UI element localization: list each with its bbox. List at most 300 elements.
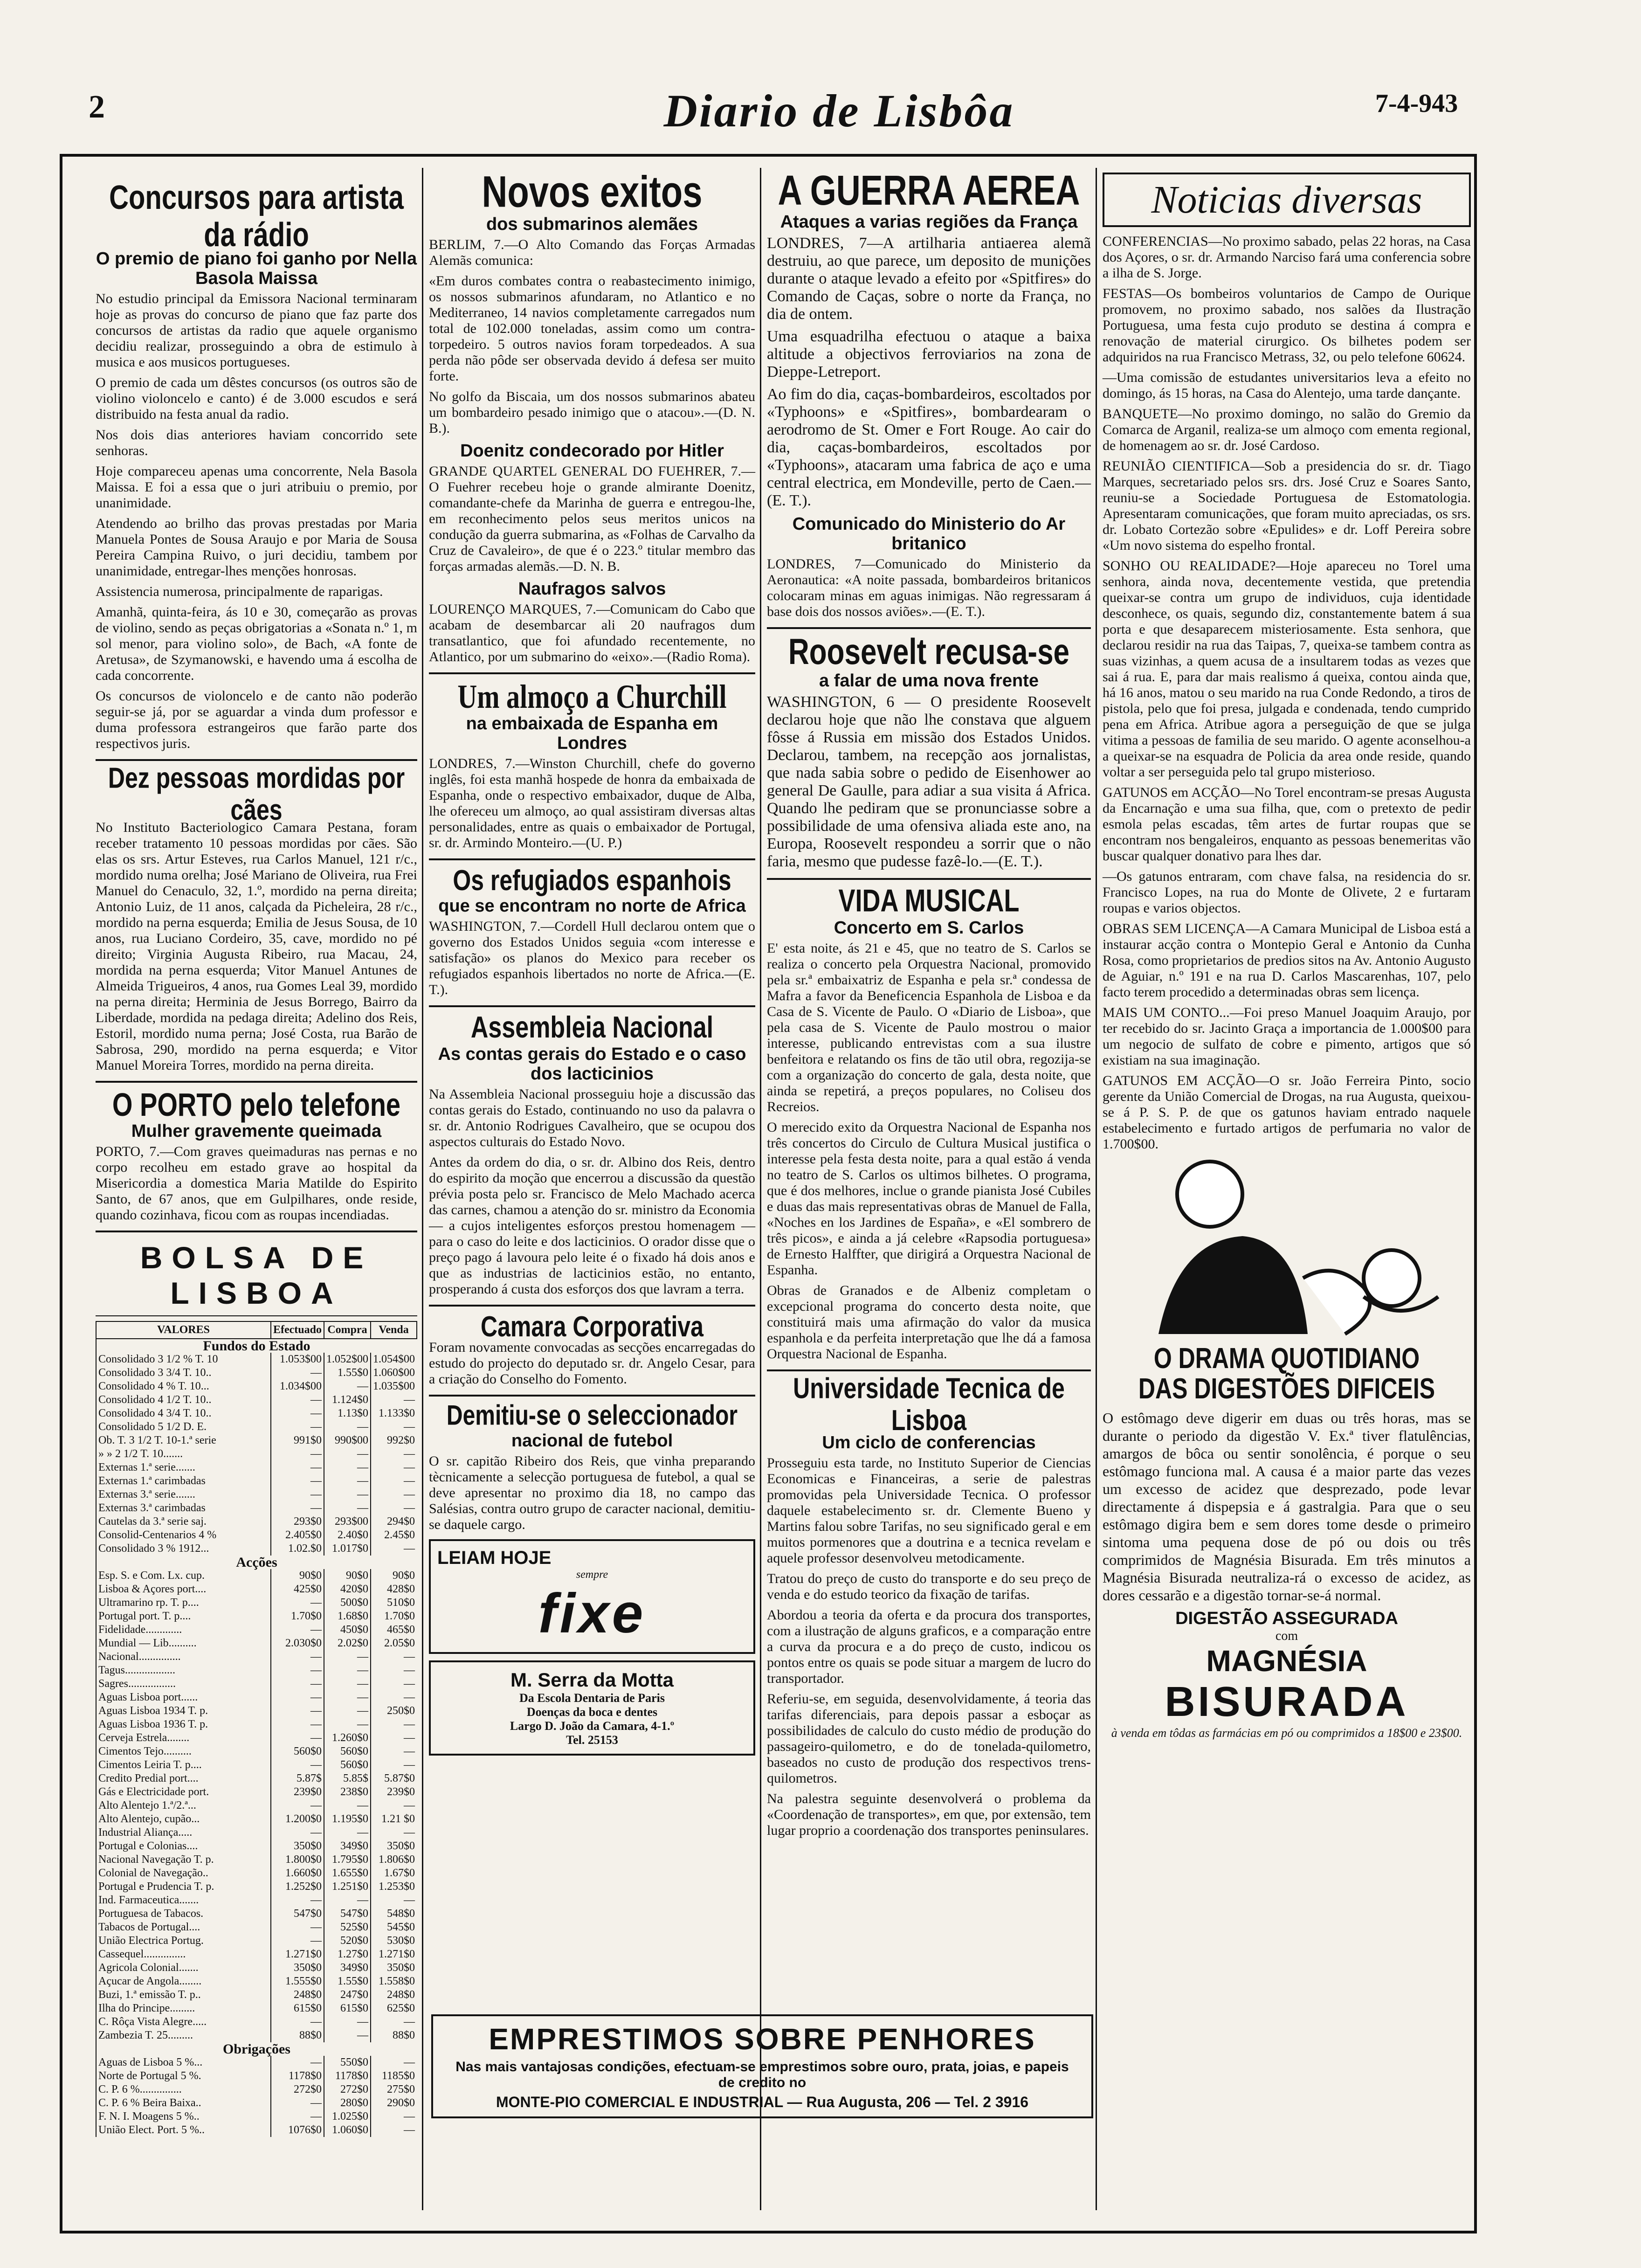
article-text: Hoje compareceu apenas uma concorrente, Nela Basola Maissa. E foi a essa que o juri atribuiu o premio, por unanimidade. [96, 463, 417, 511]
price-cell: 1.655$0 [324, 1867, 371, 1880]
bolsa-row [96, 1596, 417, 1610]
dentist-ad [429, 1660, 755, 1756]
price-cell: 2.030$0 [271, 1637, 324, 1650]
security-name: Nacional Navegação T. p. [96, 1853, 271, 1867]
article-text: —Os gatunos entraram, com chave falsa, na residencia do sr. Francisco Lopes, na rua do Monte de Olivete, 2 e furtaram roupas e varios objectos. [1103, 869, 1471, 916]
security-name: C. P. 6 %............... [96, 2083, 271, 2096]
price-cell: — [324, 1474, 371, 1488]
bolsa-row [96, 1407, 417, 1420]
bolsa-row [96, 1880, 417, 1894]
security-name: Lisboa & Açores port.... [96, 1583, 271, 1596]
price-cell: — [371, 1745, 417, 1758]
bolsa-header-row [96, 1321, 417, 1339]
price-cell: — [271, 1921, 324, 1934]
price-cell: 1.060$00 [371, 1366, 417, 1380]
headline-guerra-aerea: A GUERRA AEREA [778, 167, 1080, 214]
price-cell: 2.405$0 [271, 1528, 324, 1542]
subhead: dos submarinos alemães [486, 214, 698, 234]
price-cell: 625$0 [371, 2002, 417, 2015]
price-cell: — [371, 1826, 417, 1839]
security-name: Credito Predial port.... [96, 1772, 271, 1785]
bolsa-row [96, 1637, 417, 1650]
security-name: Portugal e Colonias.... [96, 1839, 271, 1853]
price-cell: — [371, 1691, 417, 1704]
bolsa-row [96, 1515, 417, 1528]
ad-fixe-small: sempre [576, 1569, 608, 1581]
security-name: Fidelidade............. [96, 1623, 271, 1637]
ad-address: MONTE-PIO COMERCIAL E INDUSTRIAL — Rua Augusta, 206 — Tel. 2 3916 [496, 2094, 1029, 2110]
price-cell: — [371, 1447, 417, 1461]
price-cell: 510$0 [371, 1596, 417, 1610]
divider [96, 1315, 417, 1316]
price-cell: — [324, 1718, 371, 1731]
bolsa-row [96, 1894, 417, 1907]
price-cell: — [324, 1704, 371, 1718]
price-cell: 350$0 [271, 1839, 324, 1853]
price-cell: 1178$0 [271, 2069, 324, 2083]
price-cell: 1.800$0 [271, 1853, 324, 1867]
bolsa-section-row [96, 1556, 417, 1569]
security-name: Aguas Lisboa port...... [96, 1691, 271, 1704]
security-name: Aguas Lisboa 1936 T. p. [96, 1718, 271, 1731]
price-cell: — [371, 1474, 417, 1488]
price-cell: — [371, 1393, 417, 1407]
headline-vida-musical: VIDA MUSICAL [838, 883, 1020, 919]
price-cell: — [371, 1542, 417, 1556]
price-cell: 2.02$0 [324, 1637, 371, 1650]
price-cell: 615$0 [324, 2002, 371, 2015]
price-cell: — [271, 1664, 324, 1677]
price-cell: 560$0 [271, 1745, 324, 1758]
headline-demitiu: Demitiu-se o seleccionador [446, 1400, 738, 1431]
price-cell: 2.45$0 [371, 1528, 417, 1542]
price-cell: — [271, 1488, 324, 1501]
price-cell: 425$0 [271, 1583, 324, 1596]
price-cell: — [271, 1623, 324, 1637]
price-cell: 525$0 [324, 1921, 371, 1934]
bolsa-row [96, 1867, 417, 1880]
ad-brand: MAGNÉSIA [1206, 1644, 1367, 1678]
price-cell: — [271, 2015, 324, 2029]
security-name: Externas 1.ª serie....... [96, 1461, 271, 1474]
article-text: Assistencia numerosa, principalmente de raparigas. [96, 583, 383, 599]
ad-title: EMPRESTIMOS SOBRE PENHORES [489, 2022, 1036, 2056]
bolsa-row [96, 2029, 417, 2042]
bolsa-section-row [96, 1339, 417, 1353]
bolsa-row [96, 1839, 417, 1853]
price-cell: 1.70$0 [271, 1610, 324, 1623]
bolsa-row [96, 1474, 417, 1488]
price-cell: — [271, 1461, 324, 1474]
bolsa-row [96, 1921, 417, 1934]
article-text: Tratou do preço de custo do transporte e do seu preço de venda e do estudo teorico da fixação de tarifas. [767, 1570, 1091, 1602]
price-cell: — [371, 2123, 417, 2137]
page-date: 7-4-943 [1375, 89, 1458, 118]
headline-universidade: Universidade Tecnica de Lisboa [793, 1371, 1065, 1437]
divider [96, 1081, 417, 1083]
bolsa-row [96, 1961, 417, 1975]
price-cell: 293$00 [324, 1515, 371, 1528]
article-text: CONFERENCIAS—No proximo sabado, pelas 22 horas, na Casa dos Açores, o sr. dr. Armando Narciso fará uma conferencia sobre a ilha de S. Jorge. [1103, 234, 1471, 281]
bolsa-row [96, 1488, 417, 1501]
price-cell: 550$0 [324, 2056, 371, 2069]
bolsa-row [96, 2123, 417, 2137]
price-cell: — [271, 1799, 324, 1812]
bolsa-row [96, 1447, 417, 1461]
price-cell: 239$0 [371, 1785, 417, 1799]
price-cell: 1.271$0 [371, 1948, 417, 1961]
article-text: Nos dois dias anteriores haviam concorrido sete senhoras. [96, 427, 417, 458]
bolsa-row [96, 1934, 417, 1948]
price-cell: 420$0 [324, 1583, 371, 1596]
price-cell: — [271, 1650, 324, 1664]
price-cell: — [324, 1799, 371, 1812]
article-text: LONDRES, 7.—Winston Churchill, chefe do governo inglês, foi esta manhã hospede de honra da embaixada de Espanha, onde o respectivo embaixador, duque de Alba, lhe ofereceu um almoço, ao qual assistiram diversas altas personalidades, entre as quais o embaixador de Portugal, sr. dr. Armindo Monteiro.—(U. P.) [429, 756, 755, 851]
security-name: Ultramarino rp. T. p.... [96, 1596, 271, 1610]
price-cell: — [371, 1650, 417, 1664]
col-header: VALORES [96, 1321, 271, 1339]
price-cell: 1.660$0 [271, 1867, 324, 1880]
ad-headline: O DRAMA QUOTIDIANO [1153, 1341, 1420, 1375]
price-cell: 1178$0 [324, 2069, 371, 2083]
security-name: Colonial de Navegação.. [96, 1867, 271, 1880]
article-text: Na Assembleia Nacional prosseguiu hoje a discussão das contas gerais do Estado, continuando no uso da palavra o sr. dr. Antonio Rodrigues Cavalheiro, que se ocupou dos aspectos culturais do Estado Novo. [429, 1086, 755, 1149]
security-name: Zambezia T. 25......... [96, 2029, 271, 2042]
price-cell: — [324, 1826, 371, 1839]
price-cell: 272$0 [324, 2083, 371, 2096]
price-cell: 547$0 [271, 1907, 324, 1921]
price-cell: 2.05$0 [371, 1637, 417, 1650]
price-cell: — [371, 1664, 417, 1677]
price-cell: — [271, 1691, 324, 1704]
price-cell: — [371, 1461, 417, 1474]
security-name: F. N. I. Moagens 5 %.. [96, 2110, 271, 2123]
ad-headline: DAS DIGESTÕES DIFICEIS [1138, 1372, 1435, 1405]
article-text: Ao fim do dia, caças-bombardeiros, escoltados por «Typhoons» e «Spitfires», bombardearam o aerodromo de St. Omer e Fort Rouge. Ao cair do dia, caças-bombardeiros, escoltados por «Typhoons», atacaram uma fabrica de aço e uma central electrica, em Mondeville, perto de Caen.—(E. T.). [767, 386, 1091, 510]
magnesia-ad [1103, 1157, 1471, 1740]
price-cell: — [271, 2096, 324, 2110]
bolsa-row [96, 1353, 417, 1366]
ad-text: O estômago deve digerir em duas ou três horas, mas se durante o periodo da digestão V. Ex.ª tiver flatulências, amargos de bôca ou sentir sonolência, é porque o seu estômago funciona mal. A causa é a maior parte das vezes um excesso de acidez que desprezado, pode levar directamente á dispepsia e á gastralgia. Para que o seu estômago digira bem e sem dores tome desde o primeiro sintoma uma pequena dose de pó ou dois ou três comprimidos de Magnésia Bisurada. Em três minutos a Magnésia Bisurada neutraliza-rá o excesso de acidez, as dores cessarão e a digestão tornar-se-á normal. [1103, 1410, 1471, 1604]
bolsa-row [96, 1528, 417, 1542]
price-cell: — [324, 1691, 371, 1704]
article-text: SONHO OU REALIDADE?—Hoje apareceu no Torel uma senhora, ainda nova, decentemente vestida, que pretendia queixar-se contra um grupo de individuos, cuja identidade desconhece, os quais, segundo diz, constantemente batem á sua porta e que desaparecem misteriosamente. Esta senhora, que declarou residir na rua das Taipas, 7, queixa-se tambem contra as suas vizinhas, a quem acusa de a insultarem todas as vezes que sai á rua. E, para dar mais realismo á queixa, contou ainda que, há 16 anos, matou o seu marido na rua Conde Redondo, a tiros de pistola, pelo que foi presa, julgada e condenada, tendo cumprido pena em Africa. Atribue agora a perseguição de que se julga vitima a pessoas de familia de seu marido. O agente aconselhou-a a queixar-se na esquadra de Policia da area onde reside, quando voltar a ser perseguida pelo tal grupo misterioso. [1103, 558, 1471, 780]
article-text: WASHINGTON, 7.—Cordell Hull declarou ontem que o governo dos Estados Unidos seguia «com interesse e satisfação» os planos do Mexico para receber os refugiados espanhois libertados no norte de Africa.—(E. T.). [429, 919, 755, 998]
price-cell: — [371, 1731, 417, 1745]
ad-brand: BISURADA [1165, 1679, 1409, 1725]
security-name: Cimentos Tejo.......... [96, 1745, 271, 1758]
bolsa-row [96, 1650, 417, 1664]
price-cell: — [371, 1501, 417, 1515]
security-name: Aguas de Lisboa 5 %... [96, 2056, 271, 2069]
price-cell: 350$0 [371, 1961, 417, 1975]
price-cell: 1.55$0 [324, 1975, 371, 1988]
price-cell: 88$0 [371, 2029, 417, 2042]
security-name: Consolidado 5 1/2 D. E. [96, 1420, 271, 1434]
price-cell: 1.806$0 [371, 1853, 417, 1867]
price-cell: — [324, 1420, 371, 1434]
bolsa-row [96, 1461, 417, 1474]
bolsa-row [96, 1826, 417, 1839]
price-cell: 615$0 [271, 2002, 324, 2015]
price-cell: 1.252$0 [271, 1880, 324, 1894]
price-cell: — [271, 1501, 324, 1515]
price-cell: — [271, 1718, 324, 1731]
price-cell: — [271, 1731, 324, 1745]
price-cell: — [324, 1447, 371, 1461]
column-1 [96, 173, 417, 2137]
divider [429, 1005, 755, 1007]
bolsa-row [96, 1948, 417, 1961]
page-header [19, 85, 1622, 137]
price-cell: 90$0 [271, 1569, 324, 1583]
security-name: Tabacos de Portugal.... [96, 1921, 271, 1934]
article-text: Referiu-se, em seguida, desenvolvidamente, á teoria das tarifas diferenciais, para depois passar a esboçar as possibilidades de calculo do custo médio de produção do passageiro-quilometro, e do de tonelada-quilometro, baseados no custo de produção dos respectivos trens-quilometros. [767, 1691, 1091, 1786]
price-cell: 248$0 [271, 1988, 324, 2002]
column-divider [422, 168, 423, 2210]
bolsa-row [96, 1853, 417, 1867]
price-cell: 1.67$0 [371, 1867, 417, 1880]
subhead: Comunicado do Ministerio do Ar britanico [792, 514, 1066, 554]
price-cell: 1.034$00 [271, 1380, 324, 1393]
price-cell: 1076$0 [271, 2123, 324, 2137]
bolsa-row [96, 2096, 417, 2110]
price-cell: — [271, 1934, 324, 1948]
article-text: No Instituto Bacteriologico Camara Pestana, foram receber tratamento 10 pessoas mordidas por cães. São elas os srs. Artur Esteves, rua Carlos Manuel, 121 r/c., mordido numa orelha; José Mariano de Oliveira, rua Frei Manuel do Cenaculo, 32, 1.º, mordido na perna direita; Antonio Luiz, de 11 anos, calçada da Picheleira, 28 r/c., mordido na perna esquerda; Emilia de Jesus Sousa, de 10 anos, rua Luciano Cordeiro, 35, cave, mordido no pé direito; Virginia Augusta Ribeiro, rua Macau, 24, mordida na perna esquerda; Vitor Manuel Antunes de Almeida Trigueiros, 4 anos, rua Gomes Leal 39, mordido na perna direita; Herminia de Jesus Borrego, Bairro da Liberdade, mordida na pedaga direita; Adelino dos Reis, Estoril, mordido numa perna; José Costa, rua Barão de Sabrosa, 290, mordido na perna esquerda; e Vitor Manuel Moreira Torres, mordido na perna direita. [96, 819, 417, 1073]
price-cell: 1.035$00 [371, 1380, 417, 1393]
headline-refugiados: Os refugiados espanhois [453, 864, 731, 897]
price-cell: 428$0 [371, 1583, 417, 1596]
bolsa-title: BOLSA DE LISBOA [140, 1240, 373, 1311]
divider [96, 1231, 417, 1232]
bolsa-row [96, 2110, 417, 2123]
security-name: Consolidado 3 1/2 % T. 10 [96, 1353, 271, 1366]
bolsa-row [96, 1420, 417, 1434]
bolsa-section-title: Acções [96, 1556, 417, 1569]
price-cell: 560$0 [324, 1758, 371, 1772]
price-cell: 1.025$0 [324, 2110, 371, 2123]
subhead-premio-piano: O premio de piano foi ganho por Nella Basola Maissa [96, 249, 417, 288]
subhead: Naufragos salvos [518, 579, 666, 599]
bolsa-row [96, 1691, 417, 1704]
col-header: Efectuado [271, 1321, 324, 1339]
price-cell: 238$0 [324, 1785, 371, 1799]
article-text: LONDRES, 7—A artilharia antiaerea alemã destruiu, ao que parece, um deposito de munições durante o ataque levado a efeito por «Spitfires» do Comando de Caças, sobre o norte da França, no dia de ontem. [767, 235, 1091, 323]
divider [767, 878, 1091, 880]
article-text: GATUNOS EM ACÇÃO—O sr. João Ferreira Pinto, socio gerente da União Comercial de Drogas, na rua Augusta, queixou-se á P. S. P. de que os gatunos haviam entrado naquele estabelecimento e furtado artigos de perfumaria no valor de 1.700$00. [1103, 1073, 1471, 1152]
security-name: Portugal port. T. p.... [96, 1610, 271, 1623]
price-cell: — [324, 1664, 371, 1677]
price-cell: 239$0 [271, 1785, 324, 1799]
subhead: Concerto em S. Carlos [834, 918, 1024, 938]
price-cell: 2.40$0 [324, 1528, 371, 1542]
price-cell: 280$0 [324, 2096, 371, 2110]
price-cell: 1.124$0 [324, 1393, 371, 1407]
bolsa-row [96, 1677, 417, 1691]
security-name: Cassequel............... [96, 1948, 271, 1961]
price-cell: 88$0 [271, 2029, 324, 2042]
price-cell: 1.200$0 [271, 1812, 324, 1826]
bolsa-row [96, 1772, 417, 1785]
price-cell: 290$0 [371, 2096, 417, 2110]
price-cell: — [324, 1380, 371, 1393]
security-name: Portugal e Prudencia T. p. [96, 1880, 271, 1894]
article-text: Prosseguiu esta tarde, no Instituto Superior de Ciencias Economicas e Financeiras, a serie de palestras promovidas pela Universidade Tecnica. O professor daquele estabelecimento sr. dr. Clemente Bueno y Martins falou sobre Tarifas, no seu significado geral e em muitos pormenores que a doutrina e a tecnica revelam e aquele professor desenvolveu metodicamente. [767, 1455, 1091, 1566]
article-text: OBRAS SEM LICENÇA—A Camara Municipal de Lisboa está a instaurar acção contra o Montepio Geral e Antonio da Cunha Rosa, como proprietarios de predios sitos na Av. Antonio Augusto de Aguiar, n.º 191 e na rua D. Carlos Mascarenhas, 107, pelo facto terem procedido a determinadas obras sem licença. [1103, 921, 1471, 1000]
price-cell: — [324, 1488, 371, 1501]
price-cell: 1.133$0 [371, 1407, 417, 1420]
bolsa-row [96, 1664, 417, 1677]
price-cell: 1.13$0 [324, 1407, 371, 1420]
article-text: O sr. capitão Ribeiro dos Reis, que vinha preparando tècnicamente a selecção portuguesa de futebol, a qual se deve apresentar no proximo dia 18, no campo das Salésias, contra outro grupo de caracter nacional, demitiu-se daquele cargo. [429, 1453, 755, 1533]
masthead: Diario de Lisbôa [663, 85, 1015, 137]
price-cell: 1.271$0 [271, 1948, 324, 1961]
price-cell: 545$0 [371, 1921, 417, 1934]
column-divider [760, 168, 761, 2210]
security-name: Açucar de Angola........ [96, 1975, 271, 1988]
price-cell: — [271, 1704, 324, 1718]
price-cell: 1.70$0 [371, 1610, 417, 1623]
bolsa-row [96, 1731, 417, 1745]
price-cell: 990$00 [324, 1434, 371, 1447]
divider [429, 858, 755, 860]
price-cell: — [371, 1718, 417, 1731]
article-text: GATUNOS em ACÇÃO—No Torel encontram-se presas Augusta da Encarnação e uma sua filha, que, com o pretexto de pedir esmola pelas escadas, têm artes de furtar roupas que se encontram nos bengaleiros, enquanto as pessoas benemeritas vão buscar qualquer donativo para lhes dar. [1103, 785, 1471, 864]
column-3 [767, 167, 1091, 1843]
bolsa-row [96, 1610, 417, 1623]
ad-price: à venda em tôdas as farmácias em pó ou comprimidos a 18$00 e 23$00. [1111, 1726, 1462, 1740]
price-cell: 1.195$0 [324, 1812, 371, 1826]
article-text: Os concursos de violoncelo e de canto não poderão seguir-se já, por se aguardar a vinda dum professor e duma professora estrangeiros que farão parte dos respectivos juris. [96, 688, 417, 751]
ad-text: Nas mais vantajosas condições, efectuam-se emprestimos sobre ouro, prata, joias, e papeis de credito no [455, 2059, 1069, 2090]
article-text: WASHINGTON, 6 — O presidente Roosevelt declarou hoje que não lhe constava que alguem fôsse á Russia em missão dos Estados Unidos. Declarou, tambem, na recepção aos jornalistas, que nada sabia sobre o pedido de Eisenhower ao general De Gaulle, para adiar a sua visita á Africa. Quando lhe pediram que se pronunciasse sobre a possibilidade de uma ofensiva aliada este ano, na Europa, Roosevelt respondeu a sorrir que o não faria, mesmo que pudesse fazê-lo.—(E. T.). [767, 693, 1091, 871]
divider [429, 1305, 755, 1307]
bolsa-row [96, 2002, 417, 2015]
bolsa-row [96, 1501, 417, 1515]
col-header: Compra [324, 1321, 371, 1339]
price-cell: — [271, 1894, 324, 1907]
article-text: LONDRES, 7—Comunicado do Ministerio da Aeronautica: «A noite passada, bombardeiros britanicos colocaram minas em aguas inimigas. Não regressaram á base dois dos nossos aviões».—(E. T.). [767, 556, 1091, 620]
subhead: Doenitz condecorado por Hitler [460, 441, 724, 461]
bolsa-row [96, 1799, 417, 1812]
bolsa-row [96, 1758, 417, 1772]
bolsa-section-row [96, 2042, 417, 2056]
price-cell: 548$0 [371, 1907, 417, 1921]
article-text: BERLIM, 7.—O Alto Comando das Forças Armadas Alemãs comunica: [429, 236, 755, 268]
headline-concursos: Concursos para artista da rádio [109, 178, 404, 254]
bolsa-row [96, 1785, 417, 1799]
ad-fixe-logo: fixe [538, 1582, 646, 1645]
illustration [1103, 1157, 1457, 1343]
price-cell: 1.27$0 [324, 1948, 371, 1961]
price-cell: — [371, 1799, 417, 1812]
price-cell: 991$0 [271, 1434, 324, 1447]
security-name: Ob. T. 3 1/2 T. 10-1.ª serie [96, 1434, 271, 1447]
headline-churchill: Um almoço a Churchill [457, 677, 727, 715]
security-name: C. P. 6 % Beira Baixa.. [96, 2096, 271, 2110]
bolsa-row [96, 1434, 417, 1447]
price-cell: 293$0 [271, 1515, 324, 1528]
security-name: Sagres................. [96, 1677, 271, 1691]
price-cell: 248$0 [371, 1988, 417, 2002]
headline-dez-pessoas: Dez pessoas mordidas por cães [108, 761, 405, 826]
bolsa-row [96, 1542, 417, 1556]
subhead: a falar de uma nova frente [819, 671, 1039, 691]
price-cell: — [271, 1677, 324, 1691]
article-text: No golfo da Biscaia, um dos nossos submarinos abateu um bombardeiro pesado inimigo que o atacou».—(D. N. B.). [429, 388, 755, 436]
security-name: Norte de Portugal 5 %. [96, 2069, 271, 2083]
security-name: Alto Alentejo 1.ª/2.ª... [96, 1799, 271, 1812]
article-text: Na palestra seguinte desenvolverá o problema da «Coordenação de transportes», em que, por extensão, tem lugar proprio a coordenação dos transportes peninsulares. [767, 1791, 1091, 1838]
article-text: Abordou a teoria da oferta e da procura dos transportes, com a ilustração de alguns graficos, e a comparação entre a curva da procura e a do preço de custo, indicou os pontos entre os quais se pode situar a margem de lucro do transportador. [767, 1607, 1091, 1686]
subhead: que se encontram no norte de Africa [438, 896, 746, 916]
security-name: Cimentos Leiria T. p.... [96, 1758, 271, 1772]
security-name: Industrial Aliança..... [96, 1826, 271, 1839]
bolsa-row [96, 2083, 417, 2096]
price-cell: 349$0 [324, 1839, 371, 1853]
security-name: Nacional............... [96, 1650, 271, 1664]
price-cell: — [271, 1826, 324, 1839]
page-number: 2 [89, 89, 105, 125]
column-2 [429, 167, 755, 1756]
column-4 [1103, 173, 1471, 1740]
divider [429, 672, 755, 674]
headline-novos-exitos: Novos exitos [482, 167, 703, 217]
security-name: Portuguesa de Tabacos. [96, 1907, 271, 1921]
bolsa-section-title: Fundos do Estado [96, 1339, 417, 1353]
security-name: Tagus.................. [96, 1664, 271, 1677]
price-cell: 1.053$00 [271, 1353, 324, 1366]
price-cell: 1.017$0 [324, 1542, 371, 1556]
security-name: Cautelas da 3.ª serie saj. [96, 1515, 271, 1528]
article-text: O merecido exito da Orquestra Nacional de Espanha nos três concertos do Circulo de Cultura Musical justifica o interesse pela festa desta noite, para a qual estão á venda no teatro de S. Carlos os ultimos bilhetes. O programa, que é dos melhores, inclue o grande pianista José Cubiles e duas das mais representativas obras de Manuel de Falla, «Noches en los Jardines de España», e «El sombrero de três picos», e ainda a já celebre «Rapsodia portuguesa» de Ernesto Halffter, que dirigirá a Orquestra Nacional de Espanha. [767, 1119, 1091, 1278]
price-cell: 350$0 [271, 1961, 324, 1975]
bolsa-section-title: Obrigações [96, 2042, 417, 2056]
security-name: Consolidado 3 % 1912... [96, 1542, 271, 1556]
price-cell: 275$0 [371, 2083, 417, 2096]
bolsa-row [96, 1718, 417, 1731]
bolsa-row [96, 2015, 417, 2029]
price-cell: 294$0 [371, 1515, 417, 1528]
headline-porto: O PORTO pelo telefone [112, 1086, 401, 1123]
headline-assembleia: Assembleia Nacional [470, 1010, 714, 1045]
price-cell: 5.87$0 [371, 1772, 417, 1785]
price-cell: — [324, 2015, 371, 2029]
price-cell: — [371, 2015, 417, 2029]
price-cell: — [324, 1650, 371, 1664]
price-cell: 1.55$0 [324, 1366, 371, 1380]
ad-line: DIGESTÃO ASSEGURADA [1175, 1609, 1398, 1628]
security-name: Esp. S. e Com. Lx. cup. [96, 1569, 271, 1583]
subhead: na embaixada de Espanha em Londres [466, 714, 718, 754]
subhead-mulher: Mulher gravemente queimada [131, 1121, 382, 1141]
bolsa-row [96, 1623, 417, 1637]
ad-leiam-hoje: LEIAM HOJE [437, 1548, 552, 1569]
article-text: Obras de Granados e de Albeniz completam o excepcional programa do concerto desta noite, que constituirá mais uma afirmação do valor da musica espanhola e da perfeita interpretação que lhe dá a famosa Orquestra Nacional de Espanha. [767, 1282, 1091, 1362]
price-cell: 465$0 [371, 1623, 417, 1637]
article-text: Atendendo ao brilho das provas prestadas por Maria Manuela Pontes de Sousa Araujo e por Maria de Sousa Pereira Campina Ruivo, o juri decidiu, tambem por unanimidade, entregar-lhes menções honrosas. [96, 515, 417, 579]
price-cell: 90$0 [324, 1569, 371, 1583]
security-name: Externas 1.ª carimbadas [96, 1474, 271, 1488]
price-cell: — [271, 1366, 324, 1380]
bolsa-row [96, 1812, 417, 1826]
price-cell: 5.87$ [271, 1772, 324, 1785]
price-cell: — [371, 1488, 417, 1501]
price-cell: 1.02.$0 [271, 1542, 324, 1556]
price-cell: 1.052$00 [324, 1353, 371, 1366]
security-name: Consolid-Centenarios 4 % [96, 1528, 271, 1542]
bolsa-row [96, 1583, 417, 1596]
